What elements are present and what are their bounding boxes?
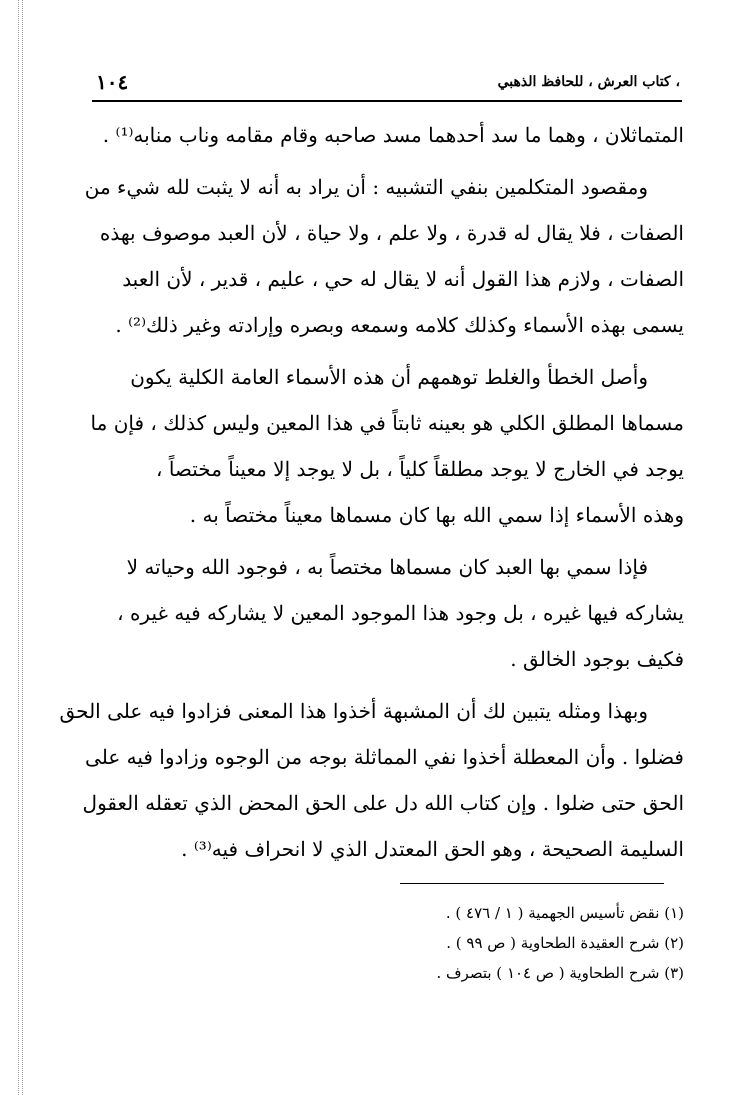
- text-line: وبهذا ومثله يتبين لك أن المشبهة أخذوا هذا المعنى فزادوا فيه على الحق: [59, 699, 648, 723]
- footnote-2: (٢) شرح العقيدة الطحاوية ( ص ٩٩ ) .: [446, 934, 684, 952]
- text-line: فضلوا . وأن المعطلة أخذوا نفي المماثلة بوجه من الوجوه وزادوا فيه على: [85, 745, 684, 769]
- footnote-rule: [400, 883, 664, 884]
- text-line: السليمة الصحيحة ، وهو الحق المعتدل الذي لا انحراف فيه⁽³⁾ .: [181, 837, 684, 861]
- page-number: ١٠٤: [96, 70, 129, 94]
- main-text: [59, 112, 684, 872]
- text-line: مسماها المطلق الكلي هو بعينه ثابتاً في هذا المعين وليس كذلك ، فإن ما: [90, 411, 684, 435]
- page-header: [92, 72, 680, 100]
- running-title: ، كتاب العرش ، للحافظ الذهبي: [497, 74, 680, 90]
- paragraph-3: [88, 354, 684, 538]
- text-line: الحق حتى ضلوا . وإن كتاب الله دل على الحق المحض الذي تعقله العقول: [82, 791, 684, 815]
- footnote-1: (١) نقض تأسيس الجهمية ( ١ / ٤٧٦ ) .: [445, 904, 684, 922]
- footnotes: [200, 898, 684, 988]
- page-fold-line: [22, 0, 23, 1095]
- text-line: ومقصود المتكلمين بنفي التشبيه : أن يراد به أنه لا يثبت لله شيء من: [84, 175, 648, 199]
- text-line: الصفات ، ولازم هذا القول أنه لا يقال له حي ، عليم ، قدير ، لأن العبد: [122, 267, 684, 291]
- text-line: المتماثلان ، وهما ما سد أحدهما مسد صاحبه وقام مقامه وناب منابه⁽¹⁾ .: [102, 123, 684, 147]
- header-rule: [92, 100, 682, 102]
- text-line: وهذه الأسماء إذا سمي الله بها كان مسماها معيناً مختصاً به .: [189, 503, 684, 527]
- text-line: يوجد في الخارج لا يوجد مطلقاً كلياً ، بل لا يوجد إلا معيناً مختصاً ،: [156, 457, 684, 481]
- text-line: وأصل الخطأ والغلط توهمهم أن هذه الأسماء العامة الكلية يكون: [130, 365, 648, 389]
- paragraph-1: [88, 112, 684, 158]
- page-fold-line: [18, 0, 19, 1095]
- text-line: الصفات ، فلا يقال له قدرة ، ولا علم ، ولا حياة ، لأن العبد موصوف بهذه: [99, 221, 684, 245]
- text-line: يسمى بهذه الأسماء وكذلك كلامه وسمعه وبصره وإرادته وغير ذلك⁽²⁾ .: [115, 313, 684, 337]
- footnote-3: (٣) شرح الطحاوية ( ص ١٠٤ ) بتصرف .: [436, 964, 684, 982]
- text-line: فإذا سمي بها العبد كان مسماها مختصاً به ، فوجود الله وحياته لا: [126, 555, 648, 579]
- paragraph-4: [88, 544, 684, 682]
- text-line: فكيف بوجود الخالق .: [510, 647, 684, 671]
- paragraph-2: [84, 164, 684, 348]
- paragraph-5: [59, 688, 684, 872]
- text-line: يشاركه فيها غيره ، بل وجود هذا الموجود المعين لا يشاركه فيه غيره ،: [117, 601, 684, 625]
